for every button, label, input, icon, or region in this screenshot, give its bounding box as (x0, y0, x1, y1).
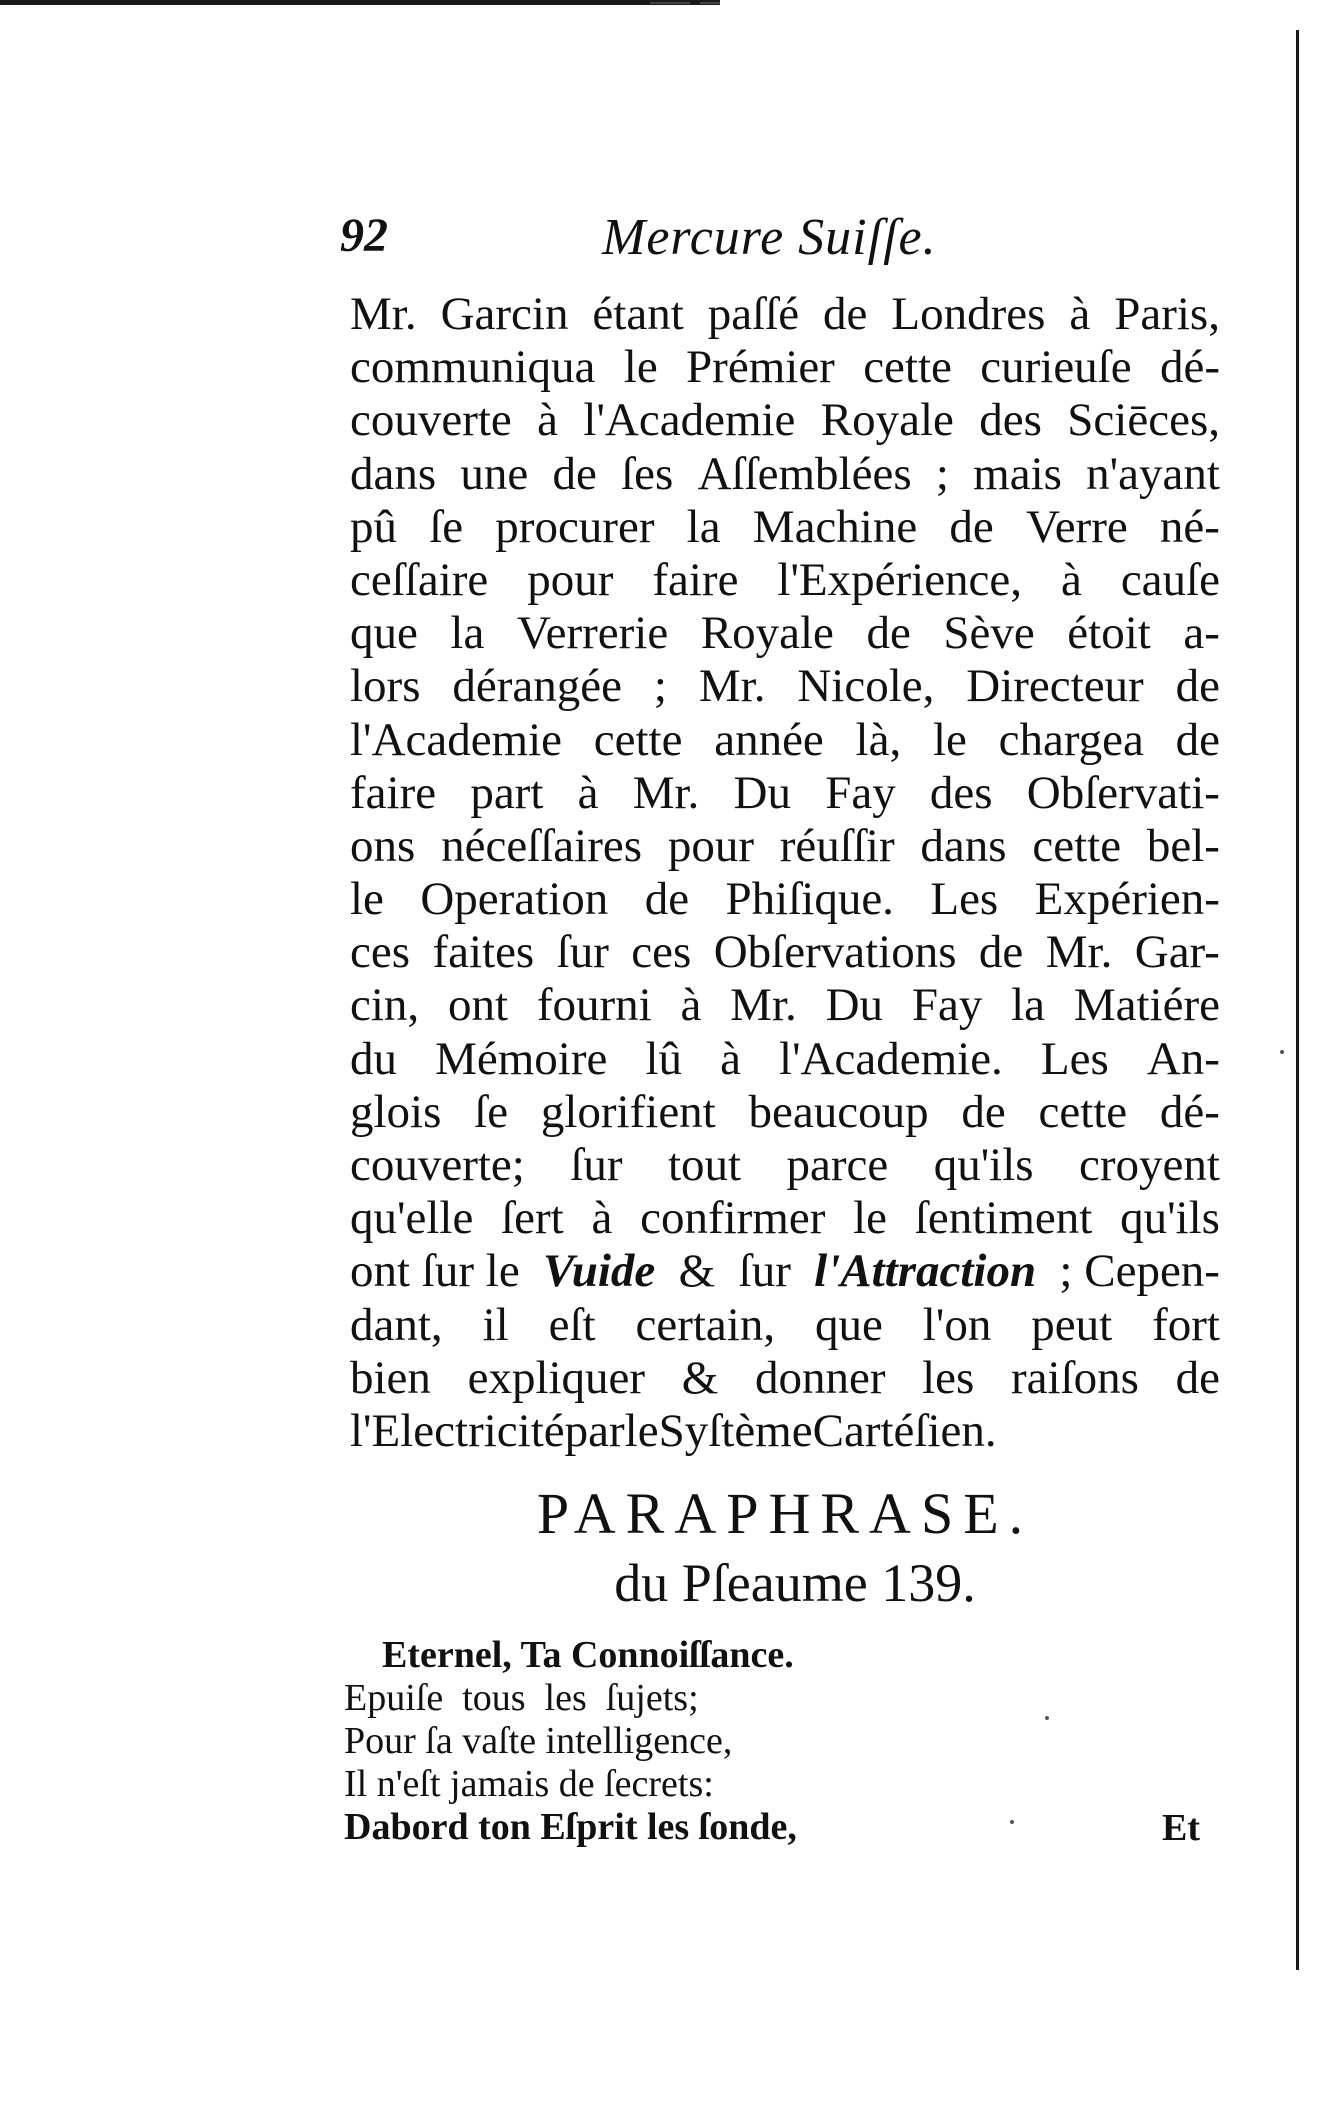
text-line: le Operation de Phiſique. Les Expérien- (350, 873, 1220, 926)
text-line: communiqua le Prémier cette curieuſe dé- (350, 341, 1220, 394)
verse-line: Pour ſa vaſte intelligence, (344, 1720, 733, 1762)
verse-line: Dabord ton Eſprit les ſonde, (344, 1806, 797, 1848)
italic-term-attraction: l'Attraction (814, 1245, 1037, 1298)
text-line: du Mémoire lû à l'Academie. Les An- (350, 1032, 1220, 1085)
verse-line: Epuiſe tous les ſujets; (344, 1677, 699, 1719)
section-subheading: du Pſeaume 139. (614, 1553, 976, 1613)
section-heading: PARAPHRASE. (536, 1481, 1034, 1546)
text-segment: ; Cepen- (1059, 1245, 1220, 1298)
text-segment: ont ſur le (350, 1245, 520, 1298)
text-line: faire part à Mr. Du Fay des Obſervati- (350, 766, 1220, 819)
text-line: dans une de ſes Aſſemblées ; mais n'ayant (350, 447, 1220, 500)
verse-line: Il n'eſt jamais de ſecrets: (344, 1763, 714, 1805)
print-speck (1010, 1820, 1014, 1824)
text-line: couverte; ſur tout parce qu'ils croyent (350, 1139, 1220, 1191)
top-border-dash (650, 2, 690, 4)
text-line: ons néceſſaires pour réuſſir dans cette bel- (350, 819, 1220, 872)
body-text (350, 288, 1220, 1458)
text-line: pû ſe procurer la Machine de Verre né- (350, 500, 1220, 553)
text-line: couverte à l'Academie Royale des Sciēces, (350, 394, 1220, 447)
text-line: que la Verrerie Royale de Sève étoit a- (350, 607, 1220, 660)
page-number: 92 (340, 209, 388, 262)
text-line: Mr. Garcin étant paſſé de Londres à Paris, (350, 288, 1220, 340)
text-line: lors dérangée ; Mr. Nicole, Directeur de (350, 660, 1220, 713)
print-speck (1045, 1716, 1049, 1720)
italic-term-vuide: Vuide (542, 1245, 656, 1298)
text-line: ces faites ſur ces Obſervations de Mr. Gar- (350, 926, 1220, 979)
top-border-dash (700, 2, 720, 4)
text-line: l'Electricité par le Syſtème Cartéſien. (350, 1404, 997, 1457)
text-line: qu'elle ſert à confirmer le ſentiment qu'ils (350, 1192, 1220, 1245)
text-line: cin, ont fourni à Mr. Du Fay la Matiére (350, 979, 1220, 1032)
text-segment: & ſur (678, 1245, 791, 1298)
text-line: glois ſe glorifient beaucoup de cette dé- (350, 1085, 1220, 1138)
running-head: Mercure Suiſſe. (602, 209, 937, 266)
text-line-with-italics (350, 1245, 1220, 1298)
text-line: l'Academie cette année là, le chargea de (350, 713, 1220, 766)
text-line: bien expliquer & donner les raiſons de (350, 1351, 1220, 1404)
page-edge-line (1296, 30, 1299, 1970)
text-line: ceſſaire pour faire l'Expérience, à cauſe (350, 553, 1220, 606)
verse-block (344, 1634, 1244, 1849)
catchword: Et (1162, 1807, 1200, 1849)
page-header (340, 208, 1000, 274)
text-line: dant, il eſt certain, que l'on peut fort (350, 1298, 1220, 1351)
print-speck (1280, 1050, 1284, 1054)
top-border-rule (0, 0, 720, 5)
verse-line: Eternel, Ta Connoiſſance. (382, 1634, 794, 1676)
